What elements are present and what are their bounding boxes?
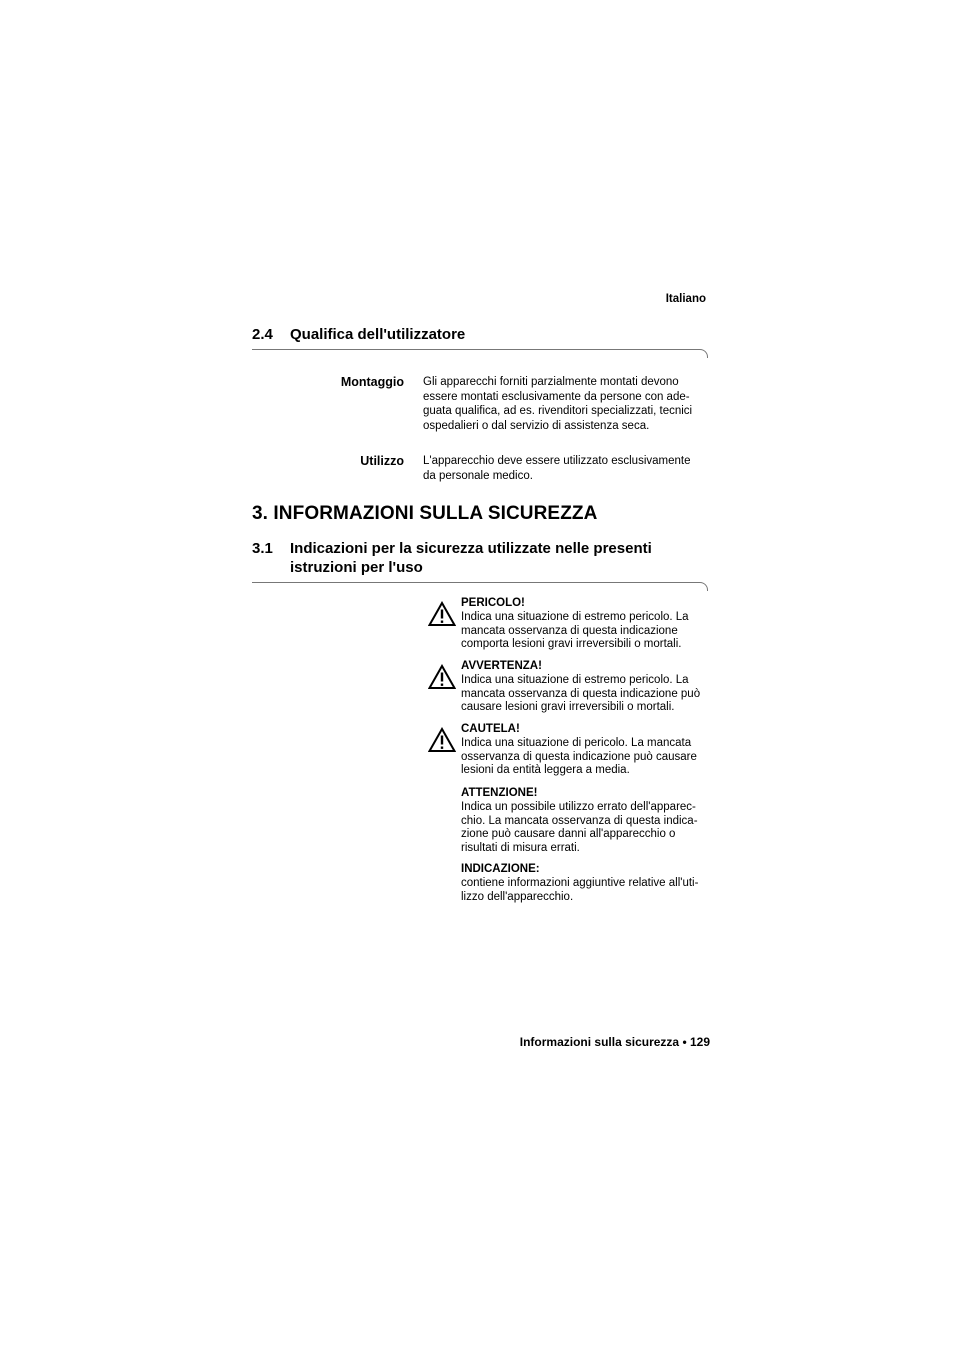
notice-pericolo	[461, 597, 711, 652]
section-title-line-2: istruzioni per l'uso	[290, 559, 423, 576]
notice-cautela	[461, 723, 711, 778]
section-divider-end	[699, 349, 708, 358]
text-line: da personale medico.	[423, 469, 533, 482]
section-divider-end	[699, 582, 708, 591]
language-label: Italiano	[665, 293, 706, 305]
notice-indicazione	[461, 863, 711, 904]
text-line: ospedalieri o dal servizio di assistenza seca.	[423, 419, 650, 432]
section-heading-2-4	[252, 325, 712, 345]
text-line: Gli apparecchi forniti parzialmente montati devono	[423, 376, 679, 388]
warning-triangle-icon	[428, 601, 456, 627]
label-montaggio: Montaggio	[340, 375, 404, 389]
section-divider	[252, 349, 700, 350]
section-number: 2.4	[252, 326, 273, 343]
text-montaggio	[423, 375, 708, 433]
label-utilizzo: Utilizzo	[360, 454, 404, 468]
notice-line: lesioni da entità leggera a media.	[461, 764, 630, 777]
notice-line: mancata osservanza di questa indicazione	[461, 624, 678, 637]
section-heading-3-1	[252, 539, 712, 579]
text-line: essere montati esclusivamente da persone con ade-	[423, 390, 690, 403]
notice-line: contiene informazioni aggiuntive relative all'uti-	[461, 876, 699, 889]
notice-title: ATTENZIONE!	[461, 787, 538, 799]
notice-line: Indica una situazione di estremo pericolo. La	[461, 610, 689, 623]
warning-triangle-icon	[428, 664, 456, 690]
notice-line: Indica una situazione di pericolo. La mancata	[461, 736, 692, 749]
notice-line: mancata osservanza di questa indicazione può	[461, 687, 701, 700]
notice-avvertenza	[461, 660, 711, 715]
notice-line: Indica un possibile utilizzo errato dell'apparec-	[461, 800, 696, 813]
section-title-line-1: Indicazioni per la sicurezza utilizzate nelle presenti	[290, 540, 652, 557]
notice-line: comporta lesioni gravi irreversibili o mortali.	[461, 638, 682, 651]
section-number: 3.1	[252, 540, 273, 557]
notice-line: lizzo dell'apparecchio.	[461, 890, 574, 903]
notice-attenzione	[461, 787, 711, 856]
section-title: Qualifica dell'utilizzatore	[290, 326, 466, 343]
notice-title: AVVERTENZA!	[461, 660, 542, 672]
chapter-title: 3. INFORMAZIONI SULLA SICUREZZA	[252, 503, 598, 524]
text-line: L'apparecchio deve essere utilizzato esclusivamente	[423, 455, 691, 467]
notice-line: zione può causare danni all'apparecchio o	[461, 828, 676, 841]
notice-line: risultati di misura errati.	[461, 842, 580, 855]
notice-line: Indica una situazione di estremo pericolo. La	[461, 673, 689, 686]
warning-triangle-icon	[428, 727, 456, 753]
notice-line: causare lesioni gravi irreversibili o mortali.	[461, 701, 675, 714]
section-divider	[252, 582, 700, 583]
notice-title: INDICAZIONE:	[461, 863, 540, 875]
text-utilizzo	[423, 454, 708, 483]
notice-line: chio. La mancata osservanza di questa indica-	[461, 814, 698, 827]
notice-title: CAUTELA!	[461, 723, 520, 735]
text-line: guata qualifica, ad es. rivenditori specializzati, tecnici	[423, 405, 693, 418]
notice-title: PERICOLO!	[461, 597, 525, 609]
notice-line: osservanza di questa indicazione può causare	[461, 750, 697, 763]
page-footer: Informazioni sulla sicurezza • 129	[519, 1035, 710, 1049]
